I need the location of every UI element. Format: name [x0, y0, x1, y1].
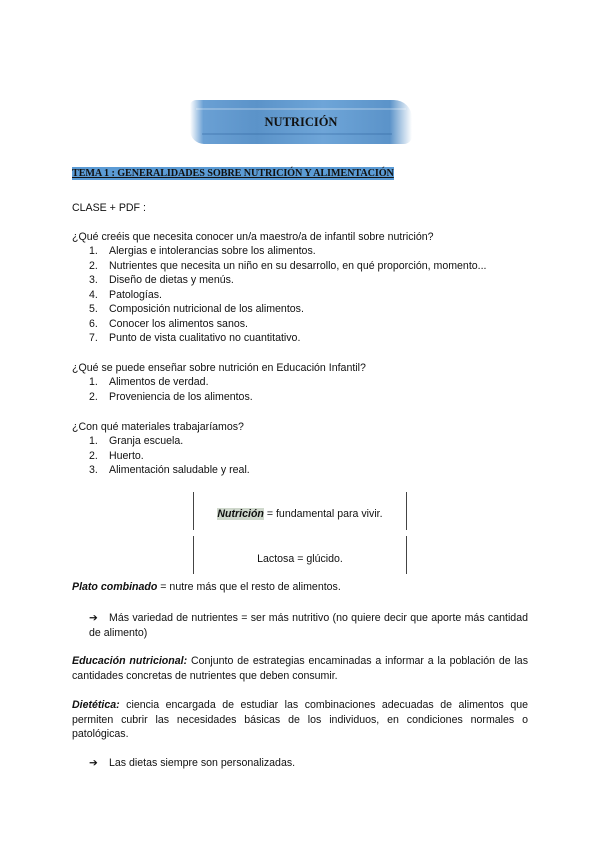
list-item: 6. Conocer los alimentos sanos. [89, 318, 248, 330]
definition-box [193, 492, 407, 574]
dietetica-term: Dietética: [72, 699, 120, 711]
question-1: ¿Qué creéis que necesita conocer un/a maestro/a de infantil sobre nutrición? [72, 231, 434, 243]
plato-line: Plato combinado = nutre más que el resto de alimentos. [72, 581, 341, 593]
list-item: 2. Proveniencia de los alimentos. [89, 391, 253, 403]
list-item: 7. Punto de vista cualitativo no cuantitativo. [89, 332, 301, 344]
plato-bullet: ➔ Más variedad de nutrientes = ser más nutritivo (no quiere decir que aporte más cantidad de alimento) [89, 612, 528, 639]
nutricion-term: Nutrición [217, 508, 264, 520]
list-item: 1. Granja escuela. [89, 435, 184, 447]
list-item: 2. Nutrientes que necesita un niño en su desarrollo, en qué proporción, momento... [89, 260, 487, 272]
dietetica-bullet: ➔ Las dietas siempre son personalizadas. [89, 757, 296, 769]
list-item: 5. Composición nutricional de los alimentos. [89, 303, 304, 315]
list-item: 1. Alergias e intolerancias sobre los alimentos. [89, 245, 316, 257]
educacion-term: Educación nutricional [72, 655, 184, 667]
list-item: 3. Alimentación saludable y real. [89, 464, 250, 476]
dietetica-paragraph: Dietética: ciencia encargada de estudiar las combinaciones adecuadas de alimentos que permiten cubrir las necesidades básicas de los individuos, en condiciones normales o patológicas. [72, 699, 528, 740]
list-item: 3. Diseño de dietas y menús. [89, 274, 234, 286]
list-item: 2. Huerto. [89, 450, 144, 462]
box-row-lactosa: Lactosa = glúcido. [257, 553, 343, 565]
clase-label: CLASE + PDF : [72, 202, 146, 214]
arrow-icon: ➔ [89, 612, 98, 624]
plato-term: Plato combinado [72, 581, 158, 593]
question-3: ¿Con qué materiales trabajaríamos? [72, 421, 244, 433]
title-banner [190, 100, 412, 144]
page-title: NUTRICIÓN [264, 114, 338, 129]
tema-heading: TEMA 1 : GENERALIDADES SOBRE NUTRICIÓN Y ALIMENTACIÓN [72, 168, 394, 179]
arrow-icon: ➔ [89, 757, 98, 769]
educacion-paragraph: Educación nutricional: Conjunto de estrategias encaminadas a informar a la población de las cantidades concretas de nutrientes que deben consumir. [72, 655, 528, 682]
list-item: 1. Alimentos de verdad. [89, 376, 209, 388]
box-row-nutricion: Nutrición = fundamental para vivir. [217, 508, 383, 520]
question-2: ¿Qué se puede enseñar sobre nutrición en Educación Infantil? [72, 362, 366, 374]
list-item: 4. Patologías. [89, 289, 163, 301]
